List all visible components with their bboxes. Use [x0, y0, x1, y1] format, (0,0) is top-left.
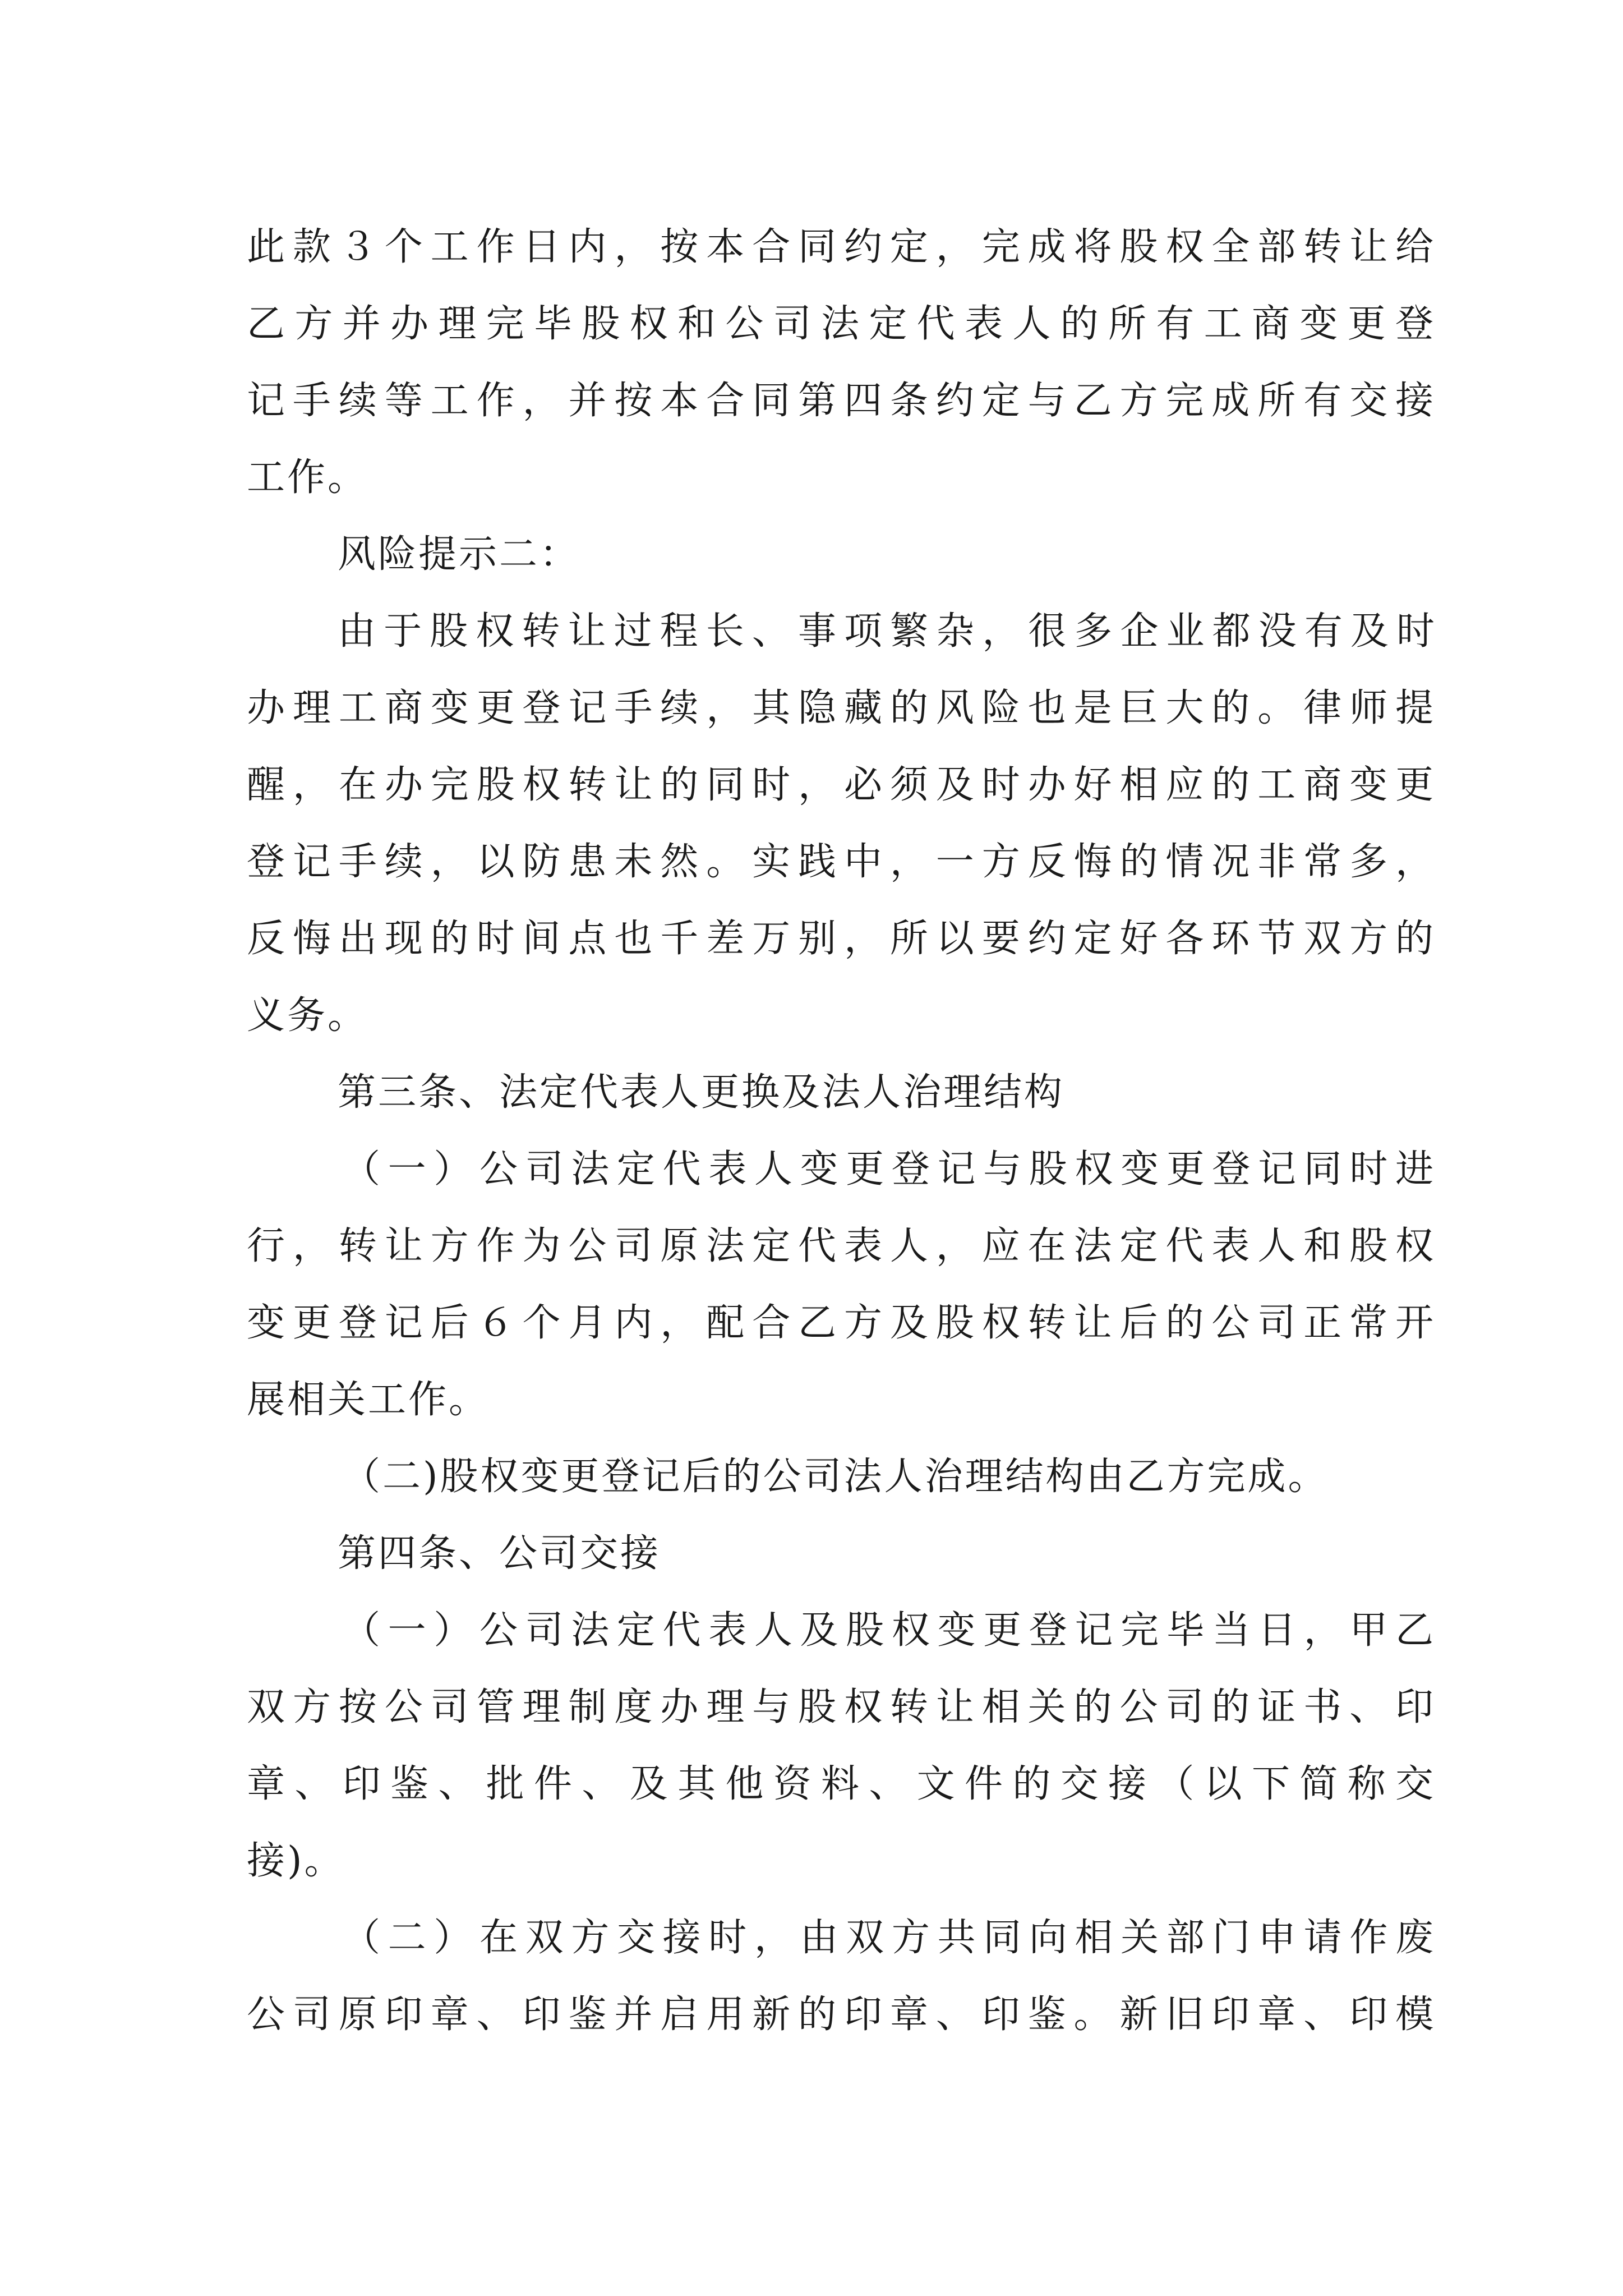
- body-text-line: （一）公司法定代表人及股权变更登记完毕当日，甲乙: [342, 1608, 1436, 1653]
- body-text-line: 展相关工作。: [247, 1378, 490, 1422]
- body-text-line: 此款３个工作日内，按本合同约定，完成将股权全部转让给: [247, 225, 1436, 269]
- body-text-line: 章、印鉴、批件、及其他资料、文件的交接（以下简称交: [247, 1762, 1436, 1806]
- body-text-line: （一）公司法定代表人变更登记与股权变更登记同时进: [342, 1147, 1436, 1191]
- body-text-line: 行，转让方作为公司原法定代表人，应在法定代表人和股权: [247, 1224, 1436, 1268]
- risk-note-heading: 风险提示二：: [338, 532, 580, 577]
- body-text-line: 双方按公司管理制度办理与股权转让相关的公司的证书、印: [247, 1685, 1436, 1729]
- article-heading: 第三条、法定代表人更换及法人治理结构: [338, 1070, 1065, 1115]
- body-text-line: 变更登记后６个月内，配合乙方及股权转让后的公司正常开: [247, 1301, 1436, 1345]
- body-text-line: 工作。: [247, 455, 368, 500]
- body-text-line: 义务。: [247, 993, 368, 1038]
- body-text-line: 公司原印章、印鉴并启用新的印章、印鉴。新旧印章、印模: [247, 1993, 1436, 2037]
- body-text-line: 办理工商变更登记手续，其隐藏的风险也是巨大的。律师提: [247, 686, 1436, 730]
- body-text-line: 醒，在办完股权转让的同时，必须及时办好相应的工商变更: [247, 763, 1436, 807]
- body-text-line: 反悔出现的时间点也千差万别，所以要约定好各环节双方的: [247, 917, 1436, 961]
- body-text-line: 由于股权转让过程长、事项繁杂，很多企业都没有及时: [338, 609, 1437, 654]
- body-text-line: （二）在双方交接时，由双方共同向相关部门申请作废: [342, 1916, 1436, 1960]
- body-text-line: 记手续等工作，并按本合同第四条约定与乙方完成所有交接: [247, 379, 1436, 423]
- body-text-line: 乙方并办理完毕股权和公司法定代表人的所有工商变更登: [247, 302, 1436, 346]
- body-text-line: 登记手续，以防患未然。实践中，一方反悔的情况非常多，: [247, 840, 1436, 884]
- body-text-line: 接)。: [247, 1839, 345, 1883]
- body-text-line: （二)股权变更登记后的公司法人治理结构由乙方完成。: [342, 1455, 1329, 1499]
- article-heading: 第四条、公司交接: [338, 1531, 661, 1576]
